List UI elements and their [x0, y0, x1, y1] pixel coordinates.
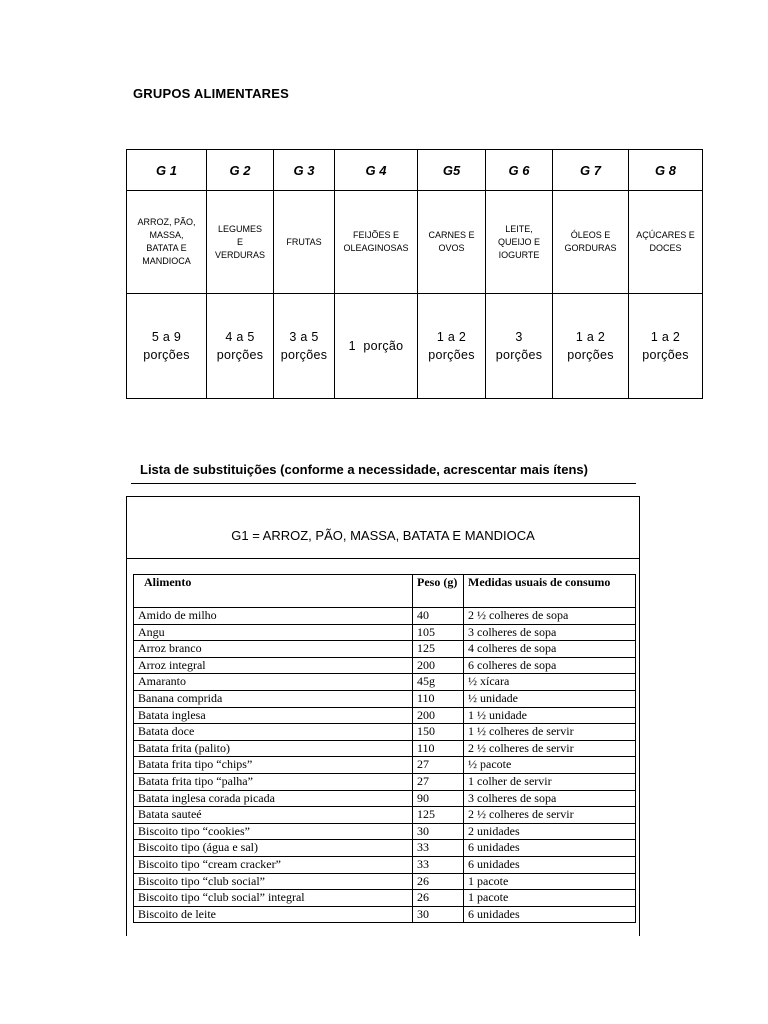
- weight-cell: 33: [413, 856, 464, 873]
- weight-cell: 150: [413, 724, 464, 741]
- group-name-cell: [486, 191, 553, 294]
- measure-cell: 4 colheres de sopa: [464, 641, 636, 658]
- table-row: [134, 890, 636, 907]
- food-cell: Biscoito tipo “club social” integral: [134, 890, 413, 907]
- weight-cell: 125: [413, 641, 464, 658]
- weight-cell: 110: [413, 740, 464, 757]
- food-cell: Biscoito tipo “club social”: [134, 873, 413, 890]
- group-portion-line: 3 a 5: [289, 330, 319, 344]
- title-underline: [131, 483, 636, 484]
- table-row: [134, 906, 636, 923]
- weight-cell: 45g: [413, 674, 464, 691]
- group-name-line: ARROZ, PÃO,: [137, 217, 196, 227]
- table-row: [134, 823, 636, 840]
- measure-cell: 1 pacote: [464, 890, 636, 907]
- group-code-cell: G 2: [207, 150, 274, 191]
- weight-cell: 125: [413, 807, 464, 824]
- group-name-line: FEIJÕES E: [352, 230, 399, 240]
- table-row: [134, 773, 636, 790]
- group-name-line: GORDURAS: [564, 243, 617, 253]
- measure-cell: 1 ½ colheres de servir: [464, 724, 636, 741]
- group-name-line: ÓLEOS E: [570, 230, 611, 240]
- group-name-line: BATATA E: [146, 243, 187, 253]
- group-name-line: DOCES: [649, 243, 682, 253]
- weight-cell: 27: [413, 757, 464, 774]
- header-food: Alimento: [134, 575, 413, 608]
- table-row: [134, 840, 636, 857]
- table-row: [134, 873, 636, 890]
- group-portion-cell: [629, 294, 703, 399]
- group-name-cell: [629, 191, 703, 294]
- group-portion-cell: [486, 294, 553, 399]
- measure-cell: 6 colheres de sopa: [464, 657, 636, 674]
- measure-cell: 3 colheres de sopa: [464, 790, 636, 807]
- group-code-cell: G 6: [486, 150, 553, 191]
- group-portion-line: porções: [216, 348, 264, 362]
- measure-cell: 6 unidades: [464, 856, 636, 873]
- table-row: [134, 790, 636, 807]
- group-code-cell: G 1: [127, 150, 207, 191]
- table-row: [134, 674, 636, 691]
- group-name-cell: [553, 191, 629, 294]
- group-portion-line: porções: [143, 348, 190, 362]
- measure-cell: 1 colher de servir: [464, 773, 636, 790]
- food-cell: Batata frita tipo “chips”: [134, 757, 413, 774]
- group-name-line: E: [236, 236, 243, 247]
- measure-cell: 2 ½ colheres de sopa: [464, 608, 636, 625]
- food-cell: Arroz branco: [134, 641, 413, 658]
- table-row: [134, 641, 636, 658]
- measure-cell: 3 colheres de sopa: [464, 624, 636, 641]
- header-measure: Medidas usuais de consumo: [464, 575, 636, 608]
- group-portion-line: porções: [642, 348, 689, 362]
- measure-cell: 2 ½ colheres de servir: [464, 740, 636, 757]
- group-code-cell: G5: [418, 150, 486, 191]
- page-title: GRUPOS ALIMENTARES: [133, 86, 289, 101]
- measure-cell: 2 ½ colheres de servir: [464, 807, 636, 824]
- weight-cell: 90: [413, 790, 464, 807]
- group-name-line: CARNES E: [428, 230, 475, 240]
- group-name-cell: [274, 191, 335, 294]
- food-cell: Amaranto: [134, 674, 413, 691]
- weight-cell: 30: [413, 823, 464, 840]
- table-row: [134, 724, 636, 741]
- food-cell: Biscoito tipo (água e sal): [134, 840, 413, 857]
- measure-cell: ½ unidade: [464, 690, 636, 707]
- measure-cell: ½ xícara: [464, 674, 636, 691]
- substitution-table: [133, 574, 636, 923]
- group-code-cell: G 7: [553, 150, 629, 191]
- group-portion-cell: [274, 294, 335, 399]
- group-name-line: LEITE,: [505, 223, 533, 234]
- weight-cell: 33: [413, 840, 464, 857]
- group-portion-line: 5 a 9: [151, 330, 182, 344]
- weight-cell: 110: [413, 690, 464, 707]
- measure-cell: 1 ½ unidade: [464, 707, 636, 724]
- food-cell: Biscoito tipo “cookies”: [134, 823, 413, 840]
- table-row: [134, 690, 636, 707]
- weight-cell: 40: [413, 608, 464, 625]
- group-g1-title: G1 = ARROZ, PÃO, MASSA, BATATA E MANDIOCA: [127, 497, 639, 559]
- group-name-line: MANDIOCA: [142, 256, 191, 266]
- food-cell: Batata inglesa: [134, 707, 413, 724]
- group-name-line: MASSA,: [149, 230, 184, 240]
- weight-cell: 30: [413, 906, 464, 923]
- group-code-cell: G 8: [629, 150, 703, 191]
- group-name-cell: [127, 191, 207, 294]
- group-portion-line: 4 a 5: [225, 330, 255, 344]
- food-cell: Batata sauteé: [134, 807, 413, 824]
- table-row: [134, 807, 636, 824]
- table-row: [134, 707, 636, 724]
- group-portion-line: porções: [495, 348, 543, 362]
- group-portion-line: porções: [280, 348, 328, 362]
- group-portion-line: 1 a 2: [575, 330, 606, 344]
- weight-cell: 27: [413, 773, 464, 790]
- weight-cell: 200: [413, 657, 464, 674]
- table-row: [134, 856, 636, 873]
- group-portion-cell: [207, 294, 274, 399]
- group-name-line: OLEAGINOSAS: [343, 243, 409, 253]
- weight-cell: 105: [413, 624, 464, 641]
- group-portion-cell: [553, 294, 629, 399]
- group-code-row: [127, 150, 703, 191]
- table-row: [134, 608, 636, 625]
- food-cell: Batata inglesa corada picada: [134, 790, 413, 807]
- table-row: [134, 740, 636, 757]
- group-portion-cell: [127, 294, 207, 399]
- measure-cell: 6 unidades: [464, 840, 636, 857]
- group-code-cell: G 3: [274, 150, 335, 191]
- group-name-line: IOGURTE: [498, 249, 540, 260]
- group-name-cell: [207, 191, 274, 294]
- group-name-line: QUEIJO E: [497, 236, 540, 247]
- group-name-row: [127, 191, 703, 294]
- measure-cell: 1 pacote: [464, 873, 636, 890]
- weight-cell: 200: [413, 707, 464, 724]
- header-weight: Peso (g): [413, 575, 464, 608]
- food-cell: Amido de milho: [134, 608, 413, 625]
- food-cell: Angu: [134, 624, 413, 641]
- food-cell: Batata frita (palito): [134, 740, 413, 757]
- weight-cell: 26: [413, 890, 464, 907]
- group-code-cell: G 4: [335, 150, 418, 191]
- table-row: [134, 657, 636, 674]
- group-portion-line: 1 porção: [348, 339, 404, 353]
- group-name-cell: [418, 191, 486, 294]
- group-name-line: AÇÚCARES E: [636, 230, 695, 240]
- group-portion-row: [127, 294, 703, 399]
- group-portion-line: 3: [515, 330, 523, 344]
- measure-cell: 6 unidades: [464, 906, 636, 923]
- group-name-line: LEGUMES: [217, 223, 262, 234]
- group-portion-line: 1 a 2: [436, 330, 467, 344]
- food-cell: Banana comprida: [134, 690, 413, 707]
- measure-cell: ½ pacote: [464, 757, 636, 774]
- group-name-line: OVOS: [438, 243, 465, 253]
- food-cell: Biscoito de leite: [134, 906, 413, 923]
- table-row: [134, 624, 636, 641]
- group-portion-line: 1 a 2: [650, 330, 681, 344]
- group-portion-cell: [335, 294, 418, 399]
- group-portion-line: porções: [428, 348, 475, 362]
- table-row: [134, 757, 636, 774]
- substitution-list-title: Lista de substituições (conforme a necessidade, acrescentar mais ítens): [140, 462, 588, 477]
- group-portion-cell: [418, 294, 486, 399]
- food-groups-table: [126, 149, 703, 399]
- food-cell: Arroz integral: [134, 657, 413, 674]
- group-portion-line: porções: [567, 348, 614, 362]
- group-name-line: VERDURAS: [214, 249, 265, 260]
- substitution-header-row: [134, 575, 636, 608]
- food-cell: Batata frita tipo “palha”: [134, 773, 413, 790]
- food-cell: Biscoito tipo “cream cracker”: [134, 856, 413, 873]
- group-name-line: FRUTAS: [286, 236, 322, 247]
- weight-cell: 26: [413, 873, 464, 890]
- measure-cell: 2 unidades: [464, 823, 636, 840]
- group-name-cell: [335, 191, 418, 294]
- food-cell: Batata doce: [134, 724, 413, 741]
